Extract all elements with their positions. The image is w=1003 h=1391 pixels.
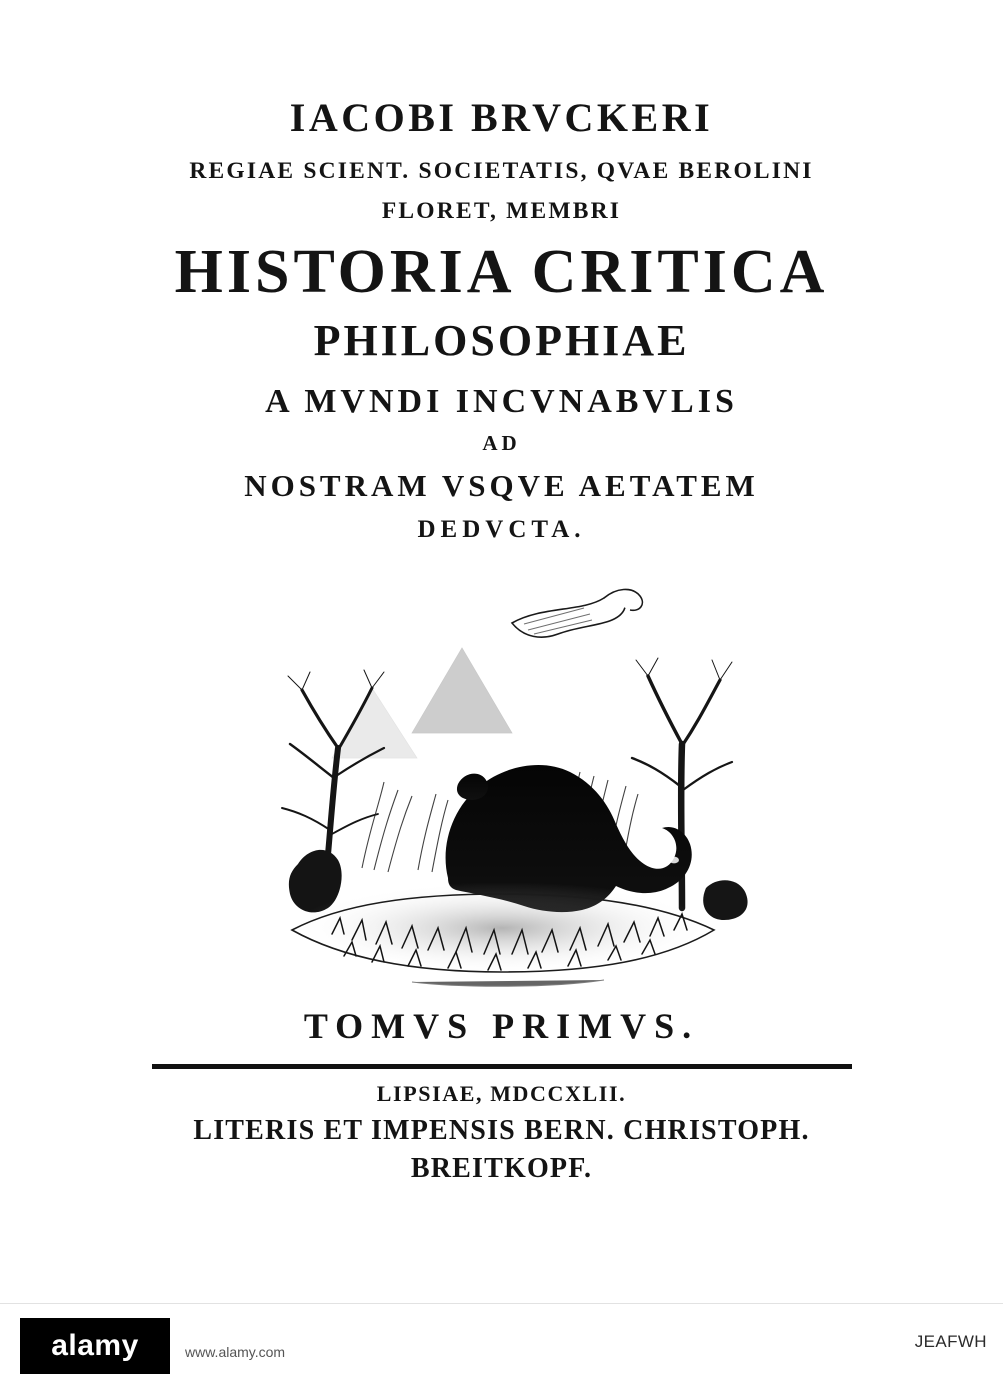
title-sub: PHILOSOPHIAE bbox=[313, 316, 690, 365]
subtitle-ad: AD bbox=[482, 431, 521, 455]
affiliation-line-2: FLORET, MEMBRI bbox=[381, 197, 622, 224]
vignette-container bbox=[0, 568, 1003, 998]
volume-line: TOMVS PRIMVS. bbox=[303, 1006, 700, 1046]
affiliation-line-1: REGIAE SCIENT. SOCIETATIS, QVAE BEROLINI bbox=[189, 158, 814, 184]
title-main: HISTORIA CRITICA bbox=[174, 238, 829, 306]
engraved-vignette-icon bbox=[212, 568, 792, 998]
alamy-url: www.alamy.com bbox=[185, 1344, 286, 1360]
imprint-line-1: LIPSIAE, MDCCXLII. bbox=[376, 1081, 627, 1106]
imprint-line-3: BREITKOPF. bbox=[410, 1153, 593, 1184]
subtitle-line-1: A MVNDI INCVNABVLIS bbox=[265, 383, 738, 420]
image-reference-id: JEAFWH bbox=[914, 1332, 987, 1351]
subtitle-line-3: DEDVCTA. bbox=[417, 516, 586, 543]
subtitle-line-2: NOSTRAM VSQVE AETATEM bbox=[244, 468, 759, 503]
imprint-line-2: LITERIS ET IMPENSIS BERN. CHRISTOPH. bbox=[193, 1115, 810, 1146]
alamy-logo: alamy bbox=[20, 1318, 170, 1374]
author-line: IACOBI BRVCKERI bbox=[289, 95, 714, 140]
horizontal-rule bbox=[152, 1064, 852, 1069]
